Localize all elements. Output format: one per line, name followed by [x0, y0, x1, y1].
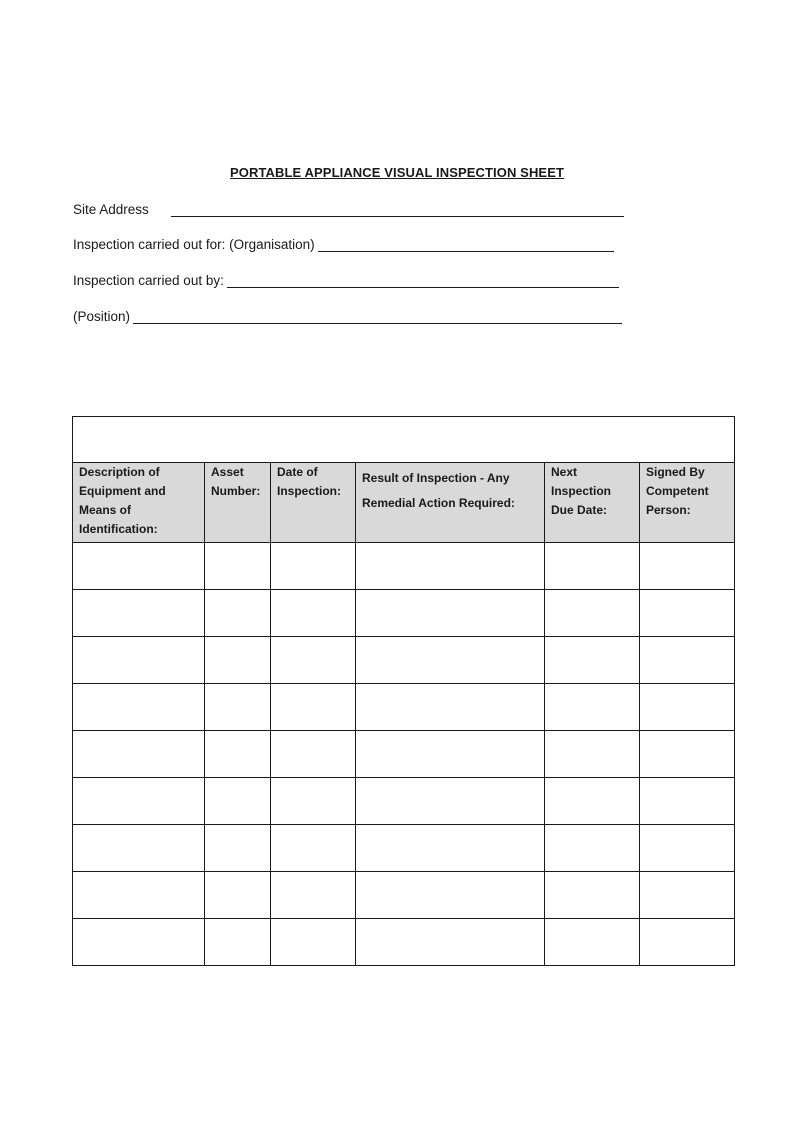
table-row: [73, 872, 735, 919]
table-cell[interactable]: [640, 731, 735, 778]
table-cell[interactable]: [545, 590, 640, 637]
table-cell[interactable]: [545, 684, 640, 731]
table-cell[interactable]: [356, 684, 545, 731]
table-cell[interactable]: [545, 825, 640, 872]
table-row: [73, 919, 735, 966]
table-cell[interactable]: [271, 872, 356, 919]
position-input[interactable]: [133, 311, 622, 324]
column-header-result-line1: Result of Inspection - Any: [362, 471, 510, 485]
table-body: [73, 543, 735, 966]
column-header-result: [356, 463, 545, 543]
table-blank-header-row: [73, 417, 735, 463]
table-row: [73, 731, 735, 778]
table-cell[interactable]: [545, 778, 640, 825]
table-cell[interactable]: [205, 590, 271, 637]
table-cell[interactable]: [356, 778, 545, 825]
table-cell[interactable]: [640, 684, 735, 731]
table-row: [73, 637, 735, 684]
table-cell[interactable]: [356, 543, 545, 590]
table-row: [73, 590, 735, 637]
table-cell[interactable]: [545, 637, 640, 684]
table-row: [73, 543, 735, 590]
organisation-row: [73, 237, 614, 252]
table-cell[interactable]: [205, 684, 271, 731]
page-title: PORTABLE APPLIANCE VISUAL INSPECTION SHEET: [229, 165, 565, 180]
table-cell[interactable]: [73, 684, 205, 731]
table-header-row: [73, 463, 735, 543]
table-cell[interactable]: [271, 919, 356, 966]
table-cell[interactable]: [356, 731, 545, 778]
table-cell[interactable]: [356, 872, 545, 919]
table-cell[interactable]: [545, 543, 640, 590]
table-cell[interactable]: [73, 637, 205, 684]
table-row: [73, 825, 735, 872]
table-cell[interactable]: [640, 872, 735, 919]
table-cell[interactable]: [640, 919, 735, 966]
table-cell[interactable]: [640, 778, 735, 825]
inspector-input[interactable]: [227, 275, 619, 288]
inspector-row: [73, 273, 619, 288]
table-cell[interactable]: [205, 872, 271, 919]
table-cell[interactable]: [356, 919, 545, 966]
table-cell[interactable]: [271, 684, 356, 731]
column-header-description: Description of Equipment and Means of Identification:: [73, 463, 205, 543]
position-row: [73, 309, 622, 324]
column-header-date: Date of Inspection:: [271, 463, 356, 543]
table-cell[interactable]: [205, 919, 271, 966]
table-row: [73, 684, 735, 731]
table-cell[interactable]: [205, 778, 271, 825]
table-cell[interactable]: [545, 919, 640, 966]
table-cell[interactable]: [356, 637, 545, 684]
table-cell[interactable]: [205, 637, 271, 684]
table-cell[interactable]: [73, 590, 205, 637]
inspection-table: [72, 416, 735, 966]
table-cell[interactable]: [73, 825, 205, 872]
table-cell[interactable]: [271, 731, 356, 778]
table-cell[interactable]: [640, 825, 735, 872]
table-cell[interactable]: [205, 731, 271, 778]
column-header-asset-number: Asset Number:: [205, 463, 271, 543]
organisation-label: Inspection carried out for: (Organisation): [73, 237, 315, 252]
table-cell[interactable]: [73, 543, 205, 590]
site-address-label: Site Address: [73, 202, 149, 217]
table-cell[interactable]: [271, 543, 356, 590]
table-cell[interactable]: [640, 637, 735, 684]
table-cell[interactable]: [356, 825, 545, 872]
table-cell[interactable]: [73, 872, 205, 919]
table-cell[interactable]: [73, 919, 205, 966]
table-row: [73, 778, 735, 825]
table-cell[interactable]: [271, 637, 356, 684]
position-label: (Position): [73, 309, 131, 324]
table-cell[interactable]: [640, 543, 735, 590]
table-cell[interactable]: [271, 825, 356, 872]
table-cell[interactable]: [545, 872, 640, 919]
column-header-next-due: Next Inspection Due Date:: [545, 463, 640, 543]
column-header-signed-by: Signed By Competent Person:: [640, 463, 735, 543]
site-address-row: [73, 202, 624, 217]
organisation-input[interactable]: [318, 239, 614, 252]
table-cell[interactable]: [545, 731, 640, 778]
table-cell[interactable]: [271, 590, 356, 637]
table-blank-header-cell[interactable]: [73, 417, 735, 463]
column-header-result-line2: Remedial Action Required:: [362, 496, 515, 510]
table-cell[interactable]: [73, 731, 205, 778]
table-cell[interactable]: [205, 543, 271, 590]
site-address-input[interactable]: [171, 204, 624, 217]
table-cell[interactable]: [205, 825, 271, 872]
table-cell[interactable]: [271, 778, 356, 825]
table-cell[interactable]: [640, 590, 735, 637]
table-cell[interactable]: [356, 590, 545, 637]
table-cell[interactable]: [73, 778, 205, 825]
inspector-label: Inspection carried out by:: [73, 273, 224, 288]
